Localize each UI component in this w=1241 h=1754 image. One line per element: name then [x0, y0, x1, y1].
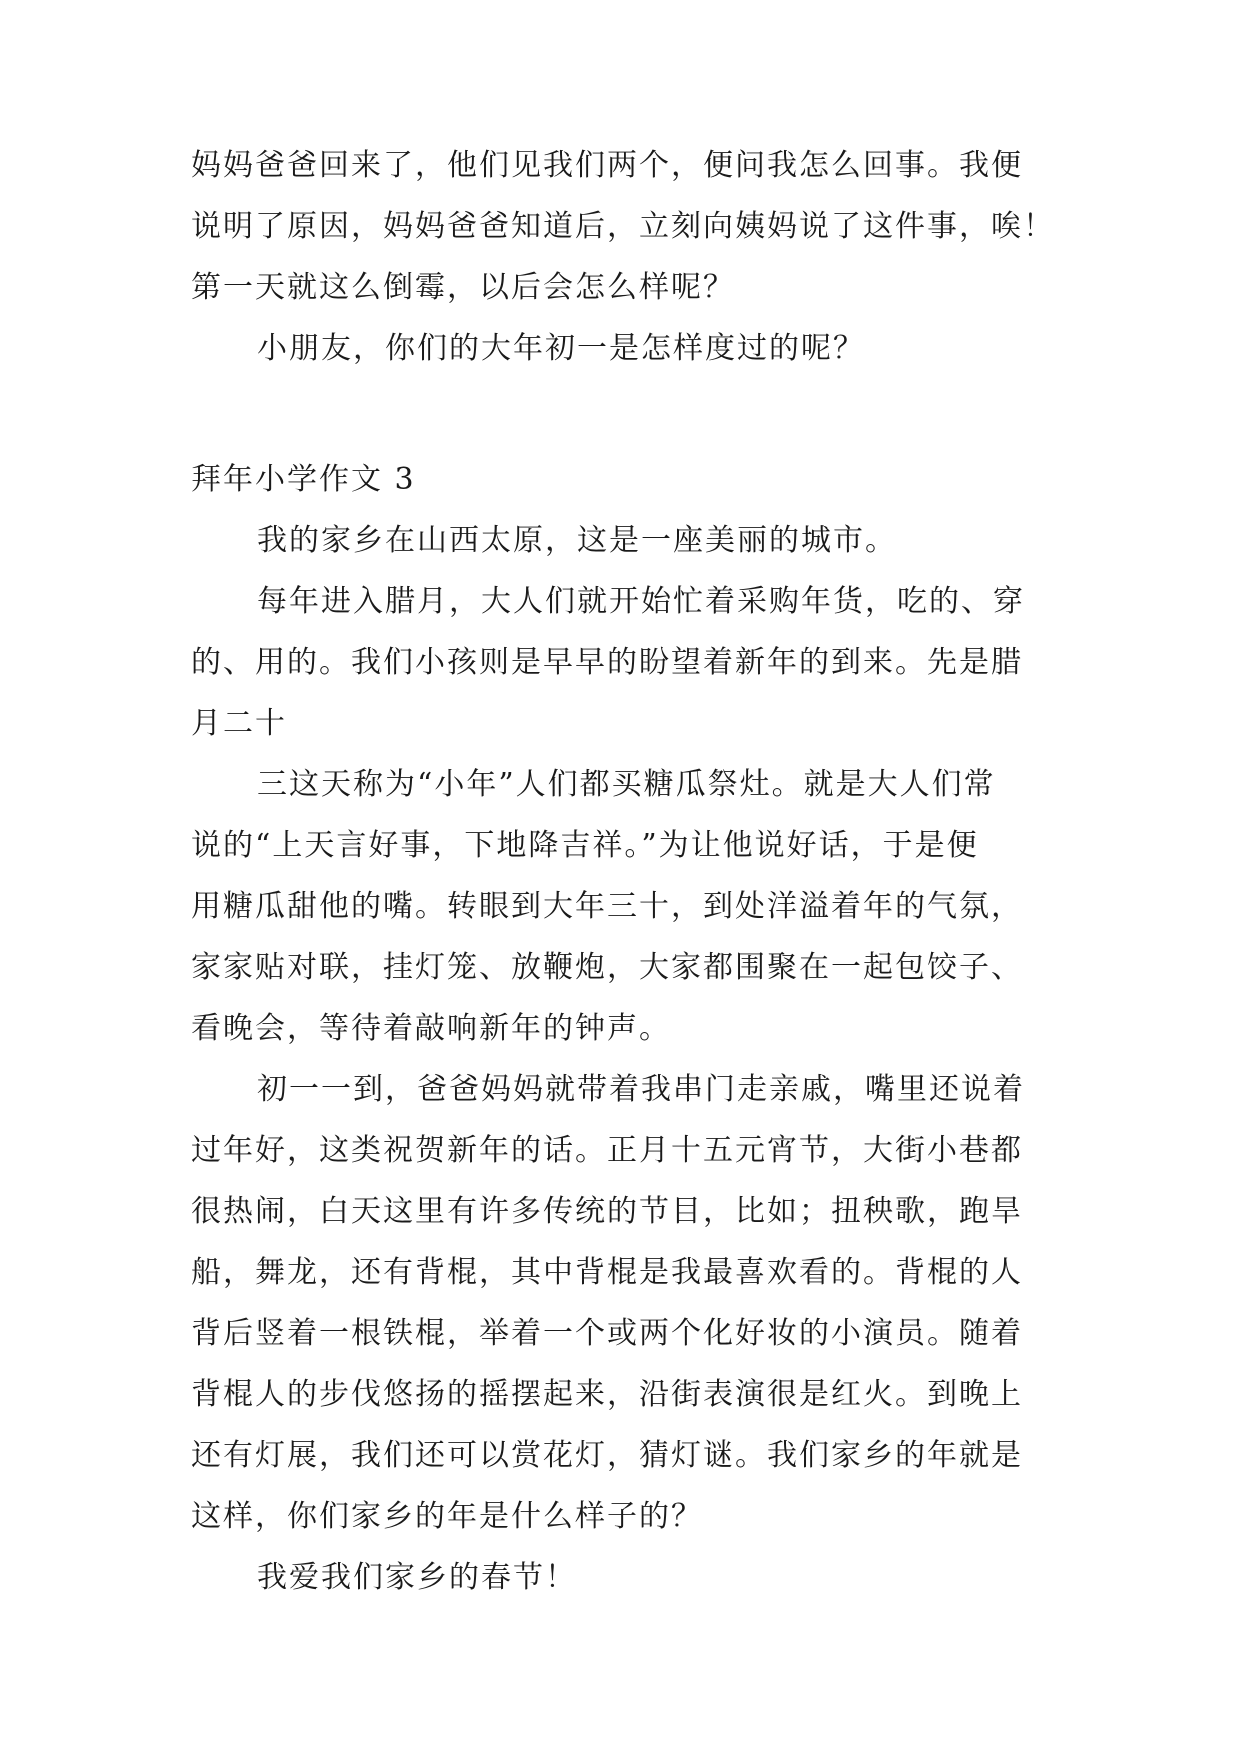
paragraph-line: 妈妈爸爸回来了，他们见我们两个，便问我怎么回事。我便 [191, 148, 1023, 183]
paragraph-5: 我爱我们家乡的春节！ [257, 1560, 577, 1595]
paragraph-2-line: 月二十 [191, 706, 287, 741]
paragraph-4-line: 这样，你们家乡的年是什么样子的？ [191, 1499, 703, 1534]
paragraph-line: 第一天就这么倒霉，以后会怎么样呢？ [191, 270, 735, 305]
paragraph-4-line: 很热闹，白天这里有许多传统的节目，比如；扭秧歌，跑旱 [191, 1194, 1023, 1229]
paragraph-4-line: 背棍人的步伐悠扬的摇摆起来，沿街表演很是红火。到晚上 [191, 1377, 1023, 1412]
paragraph-3-line: 说的“上天言好事，下地降吉祥。”为让他说好话，于是便 [191, 828, 979, 863]
paragraph-2-line: 每年进入腊月，大人们就开始忙着采购年货，吃的、穿 [257, 584, 1025, 619]
paragraph-4-line: 背后竖着一根铁棍，举着一个或两个化好妆的小演员。随着 [191, 1316, 1023, 1351]
previous-essay-ending [191, 135, 1055, 379]
paragraph-4-line: 过年好，这类祝贺新年的话。正月十五元宵节，大街小巷都 [191, 1133, 1023, 1168]
paragraph-3-line: 用糖瓜甜他的嘴。转眼到大年三十，到处洋溢着年的气氛， [191, 889, 1023, 924]
paragraph-3-line: 家家贴对联，挂灯笼、放鞭炮，大家都围聚在一起包饺子、 [191, 950, 1023, 985]
paragraph-4-line: 船，舞龙，还有背棍，其中背棍是我最喜欢看的。背棍的人 [191, 1255, 1023, 1290]
closing-question: 小朋友，你们的大年初一是怎样度过的呢？ [257, 331, 865, 366]
paragraph-4-line: 初一一到，爸爸妈妈就带着我串门走亲戚，嘴里还说着 [257, 1072, 1025, 1107]
paragraph-2-line: 的、用的。我们小孩则是早早的盼望着新年的到来。先是腊 [191, 645, 1023, 680]
essay-body [191, 510, 1051, 1608]
essay-title: 拜年小学作文 3 [191, 462, 416, 497]
paragraph-3-line: 三这天称为“小年”人们都买糖瓜祭灶。就是大人们常 [257, 767, 996, 802]
paragraph-1: 我的家乡在山西太原，这是一座美丽的城市。 [257, 523, 897, 558]
paragraph-4-line: 还有灯展，我们还可以赏花灯，猜灯谜。我们家乡的年就是 [191, 1438, 1023, 1473]
paragraph-3-line: 看晚会，等待着敲响新年的钟声。 [191, 1011, 671, 1046]
paragraph-line: 说明了原因，妈妈爸爸知道后，立刻向姨妈说了这件事，唉！ [191, 209, 1055, 244]
